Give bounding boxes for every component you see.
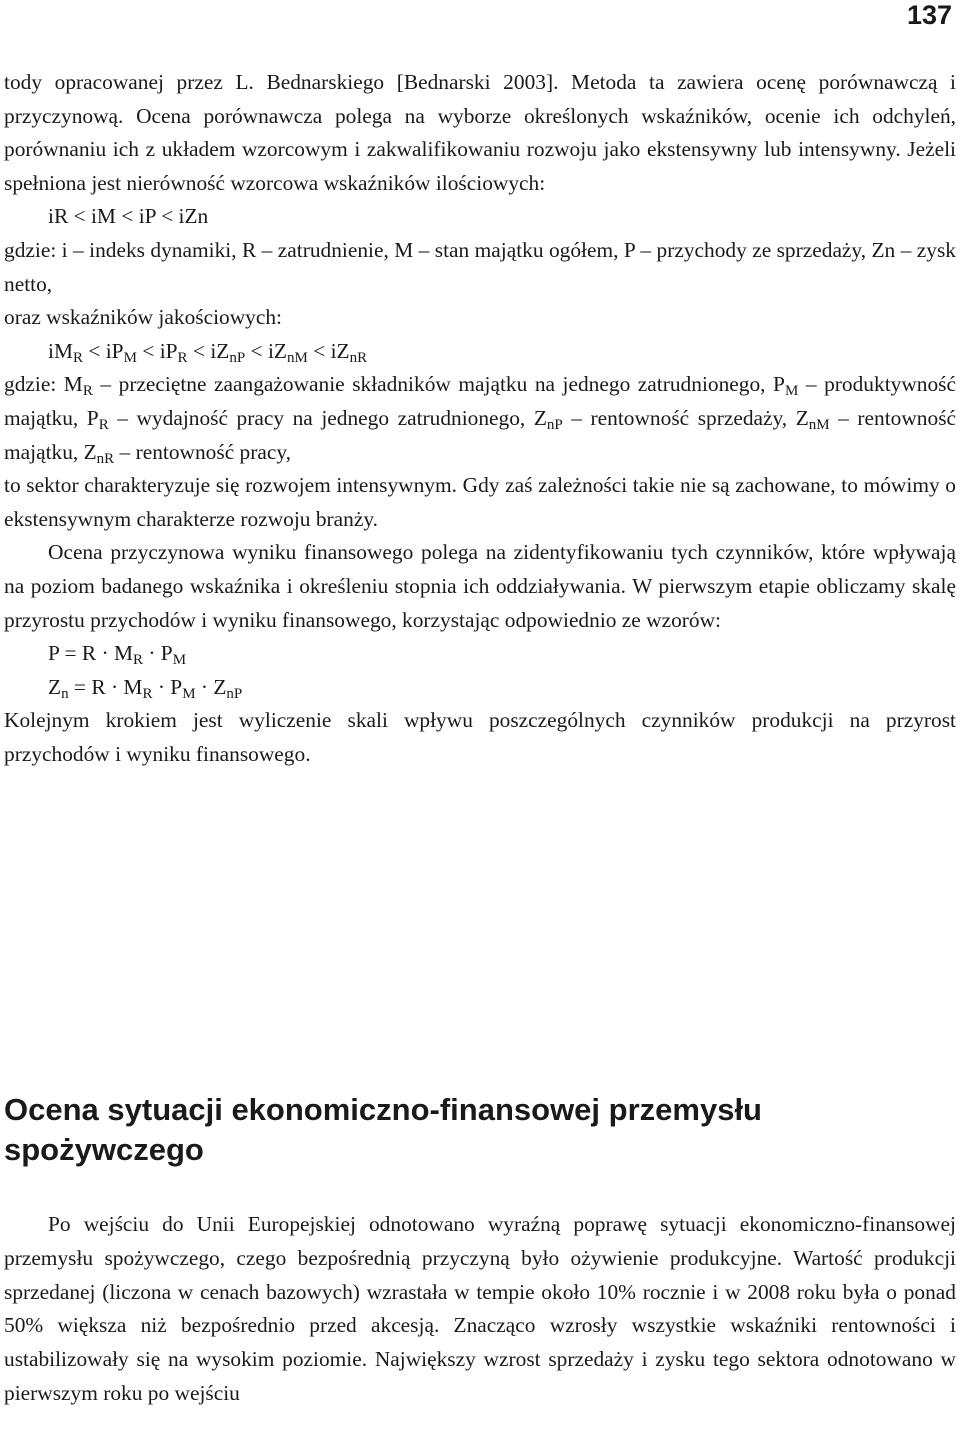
formula-quantitative-inequality: iR < iM < iP < iZn [48, 204, 209, 229]
paragraph-intensive-conclusion: to sektor charakteryzuje się rozwojem intensywnym. Gdy zaś zależności takie nie są zachowane, to mówimy o ekstensywnym charakterze rozwoju branży. [4, 473, 956, 531]
paragraph-causal-evaluation: Ocena przyczynowa wyniku finansowego polega na zidentyfikowaniu tych czynników, które wpływają na poziom badanego wskaźnika i określeniu stopnia ich oddziaływania. W pierwszym etapie obliczamy skalę przyrostu przychodów i wyniku finansowego, korzystając odpowiednio ze wzorów: [4, 540, 956, 632]
formula-qualitative-inequality: $iM_R < iP_M < iP_R < iZ_{nP} < iZ_{nM} < iZ_{nR}$ [48, 338, 368, 366]
paragraph-quantitative-definitions: gdzie: i – indeks dynamiki, R – zatrudnienie, M – stan majątku ogółem, P – przychody ze sprzedaży, Zn – zysk netto, [4, 237, 956, 296]
paragraph-qualitative-definitions: gdzie: $M_R$ – przeciętne zaangażowanie składników majątku na jednego zatrudnionego, $P_M$ – produktywność majątku, $P_R$ – wydajność pracy na jednego zatrudnionego, $Z_{nP}$ – rentowność sprzedaży, $Z_{nM}$ – rentowność majątku, $Z_{nR}$ – rentowność pracy, [4, 372, 957, 467]
paragraph-method-intro: tody opracowanej przez L. Bednarskiego [Bednarski 2003]. Metoda ta zawiera ocenę porównawczą i przyczynową. Ocena porównawcza polega na wyborze określonych wskaźników, ocenie ich odchyleń, porównaniu ich z układem wzorcowym i zakwalifikowaniu rozwoju jako ekstensywny lub intensywny. Jeżeli spełniona jest nierówność wzorcowa wskaźników ilościowych: [4, 70, 956, 195]
formula-profit: $Z_n = R \cdot M_R \cdot P_M \cdot Z_{nP}$ [48, 674, 243, 702]
section-heading: Ocena sytuacji ekonomiczno-finansowej przemysłu spożywczego [4, 1092, 762, 1167]
formula-revenue: $P = R \cdot M_R \cdot P_M$ [48, 641, 187, 669]
paragraph-qualitative-intro: oraz wskaźników jakościowych: [4, 305, 282, 330]
page-number: 137 [906, 0, 952, 30]
paragraph-next-step: Kolejnym krokiem jest wyliczenie skali wpływu poszczególnych czynników produkcji na przyrost przychodów i wyniku finansowego. [4, 708, 956, 766]
paragraph-section-intro: Po wejściu do Unii Europejskiej odnotowano wyraźną poprawę sytuacji ekonomiczno-finansowej przemysłu spożywczego, czego bezpośrednią przyczyną było ożywienie produkcyjne. Wartość produkcji sprzedanej (liczona w cenach bazowych) wzrastała w tempie około 10% rocznie i w 2008 roku była o ponad 50% większa niż bezpośrednio przed akcesją. Znacząco wzrosły wszystkie wskaźniki rentowności i ustabilizowały się na wysokim poziomie. Największy wzrost sprzedaży i zysku tego sektora odnotowano w pierwszym roku po wejściu [4, 1212, 956, 1405]
body-text [4, 66, 956, 771]
